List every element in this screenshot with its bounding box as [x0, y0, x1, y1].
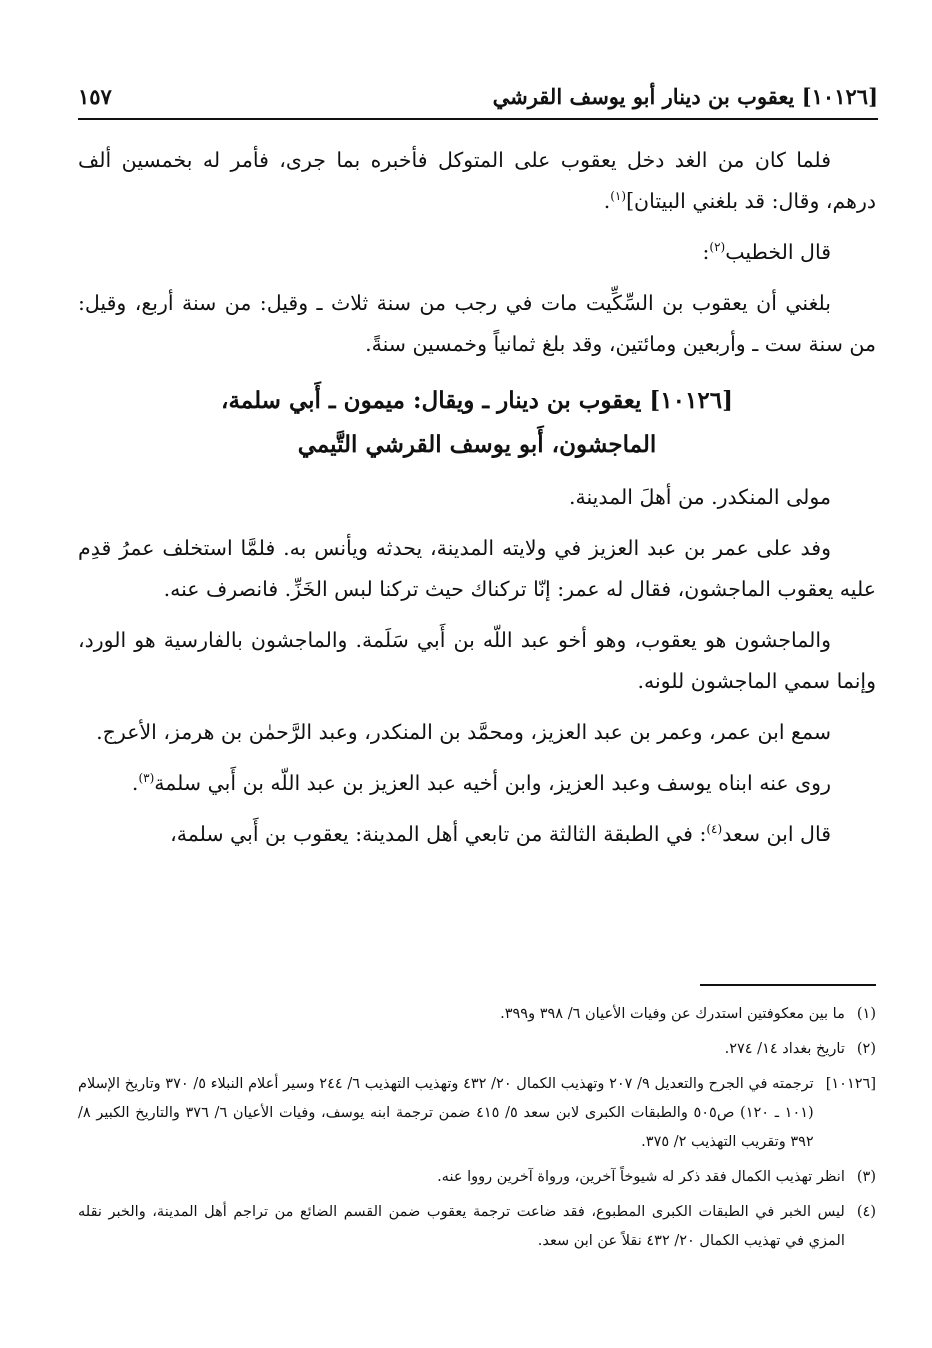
- paragraph-9: [78, 814, 876, 855]
- footnote-text: ما بين معكوفتين استدرك عن وفيات الأعيان ٦/ ٣٩٨ و٣٩٩.: [500, 1006, 845, 1022]
- paragraph-1-end: .: [603, 189, 611, 213]
- main-text: [78, 140, 876, 865]
- paragraph-2-text: قال الخطيب: [725, 240, 831, 264]
- footnote-item: [78, 1070, 876, 1157]
- footnote-number: [١٠١٢٦]: [825, 1076, 876, 1092]
- running-header-title: [١٠١٢٦] يعقوب بن دينار أبو يوسف القرشي: [492, 84, 878, 109]
- footnote-text: تاريخ بغداد ١٤/ ٢٧٤.: [724, 1041, 845, 1057]
- footnote-text: ترجمته في الجرح والتعديل ٩/ ٢٠٧ وتهذيب الكمال ٢٠/ ٤٣٢ وتهذيب التهذيب ٦/ ٢٤٤ وسير أعلام النبلاء ٥/ ٣٧٠ وتاريخ الإسلام (١٠١ ـ ١٢٠) ص٥٠٥ والطبقات الكبرى لابن سعد ٥/ ٤١٥ ضمن ترجمة ابنه يوسف، وفيات الأعيان ٦/ ٣٧٦ والتاريخ الكبير ٨/ ٣٩٢ وتقريب التهذيب ٢/ ٣٧٥.: [78, 1076, 814, 1150]
- footnote-item: [78, 1198, 876, 1256]
- paragraph-2: [78, 232, 876, 273]
- footnote-separator: [700, 984, 876, 986]
- page-number: ١٥٧: [78, 84, 112, 109]
- paragraph-1-text: فلما كان من الغد دخل يعقوب على المتوكل فأخبره بما جرى، فأمر له بخمسين ألف درهم، وقال: قد بلغني البيتان]: [78, 148, 876, 213]
- running-header: [78, 82, 878, 116]
- paragraph-6: والماجشون هو يعقوب، وهو أخو عبد اللّه بن أَبي سَلَمة. والماجشون بالفارسية هو الورد، وإنما سمي الماجشون للونه.: [78, 628, 876, 693]
- paragraph-8-text: روى عنه ابناه يوسف وعبد العزيز، وابن أخيه عبد العزيز بن عبد اللّه بن أَبي سلمة: [154, 771, 831, 795]
- header-rule: [78, 118, 878, 120]
- footnote-ref-4[interactable]: (٤): [706, 822, 723, 837]
- footnotes: [78, 1000, 876, 1262]
- paragraph-9-end: : في الطبقة الثالثة من تابعي أهل المدينة: يعقوب بن أَبي سلمة،: [170, 822, 707, 846]
- paragraph-8: [78, 763, 876, 804]
- footnote-text: ليس الخبر في الطبقات الكبرى المطبوع، فقد ضاعت ترجمة يعقوب ضمن القسم الضائع من تراجم أهل المدينة، والخبر نقله المزي في تهذيب الكمال ٢٠/ ٤٣٢ نقلاً عن ابن سعد.: [78, 1204, 845, 1249]
- footnote-number: (٢): [856, 1041, 876, 1057]
- footnote-ref-3[interactable]: (٣): [138, 771, 155, 786]
- footnote-number: (٤): [856, 1204, 876, 1220]
- paragraph-3: بلغني أن يعقوب بن السِّكِّيت مات في رجب من سنة ثلاث ـ وقيل: من سنة أربع، وقيل: من سنة ست ـ وأربعين ومائتين، وقد بلغ ثمانياً وخمسين سنةً.: [78, 291, 876, 356]
- entry-heading: [78, 379, 876, 467]
- footnote-ref-1[interactable]: (١): [610, 189, 627, 204]
- footnote-text: انظر تهذيب الكمال فقد ذكر له شيوخاً آخرين، ورواة آخرين رووا عنه.: [437, 1169, 845, 1185]
- paragraph-8-end: .: [131, 771, 139, 795]
- footnote-item: [78, 1035, 876, 1064]
- footnote-item: [78, 1163, 876, 1192]
- paragraph-2-end: :: [702, 240, 710, 264]
- footnote-item: [78, 1000, 876, 1029]
- footnote-number: (١): [856, 1006, 876, 1022]
- footnote-ref-2[interactable]: (٢): [709, 240, 726, 255]
- paragraph-9-text: قال ابن سعد: [722, 822, 831, 846]
- paragraph-4: مولى المنكدر. من أهلَ المدينة.: [568, 485, 831, 509]
- entry-heading-line-1: [١٠١٢٦] يعقوب بن دينار ـ ويقال: ميمون ـ أَبي سلمة،: [221, 387, 733, 414]
- paragraph-5: وفد على عمر بن عبد العزيز في ولايته المدينة، يحدثه ويأنس به. فلمَّا استخلف عمرُ قدِم عليه يعقوب الماجشون، فقال له عمر: إنّا تركناك حيث تركنا لبس الخَزِّ. فانصرف عنه.: [78, 536, 876, 601]
- paragraph-1: [78, 140, 876, 222]
- paragraph-7: سمع ابن عمر، وعمر بن عبد العزيز، ومحمَّد بن المنكدر، وعبد الرَّحمٰن بن هرمز، الأعرج.: [96, 720, 831, 744]
- footnote-number: (٣): [856, 1169, 876, 1185]
- entry-heading-line-2: الماجشون، أَبو يوسف القرشي التَّيمي: [297, 431, 657, 458]
